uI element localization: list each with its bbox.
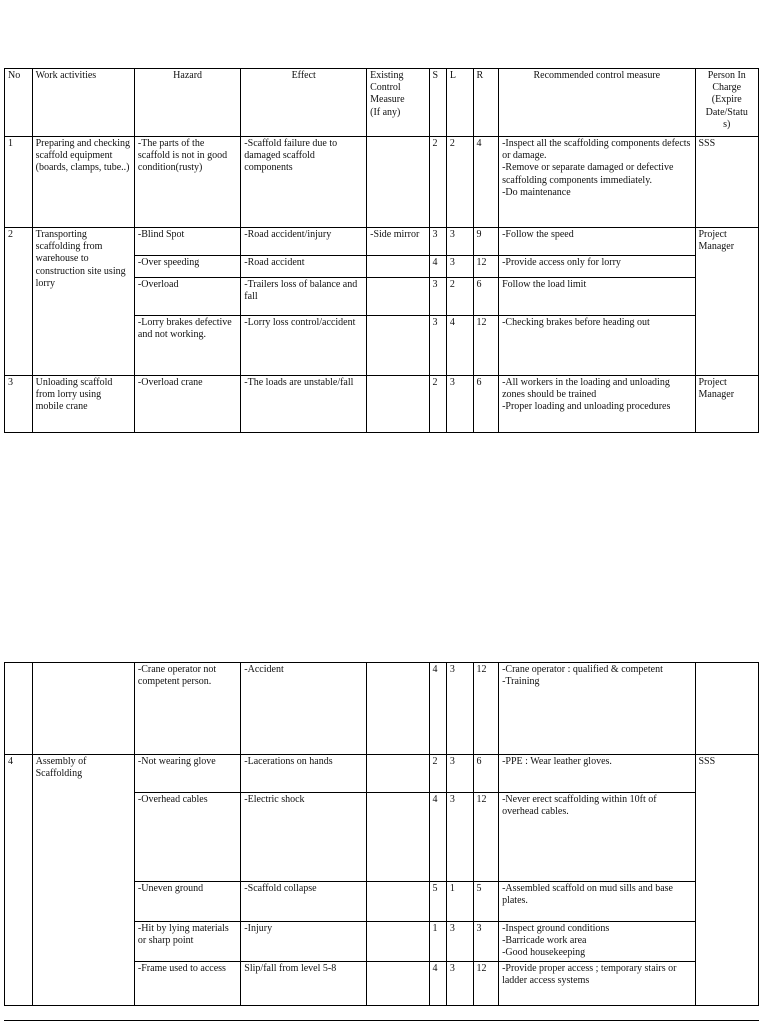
cell-likelihood: 3 [446,962,473,1006]
cell-no [5,663,33,755]
cell-effect: -Road accident [241,256,367,278]
cell-work-activity: Transporting scaffolding from warehouse to construction site using lorry [32,228,134,376]
header-severity: S [429,69,446,137]
cell-severity: 4 [429,962,446,1006]
cell-likelihood: 3 [446,755,473,793]
cell-risk: 12 [473,962,499,1006]
header-existing-control: Existing Control Measure (If any) [367,69,429,137]
cell-recommended-control: -Provide access only for lorry [499,256,695,278]
cell-existing-control [367,962,429,1006]
cell-existing-control: -Side mirror [367,228,429,256]
cell-likelihood: 3 [446,663,473,755]
cell-risk: 5 [473,882,499,922]
header-work-activities: Work activities [32,69,134,137]
cell-recommended-control: Follow the load limit [499,278,695,316]
cell-severity: 5 [429,882,446,922]
cell-severity: 2 [429,376,446,433]
cell-risk: 12 [473,316,499,376]
cell-severity: 4 [429,663,446,755]
cell-no: 3 [5,376,33,433]
table-row [5,137,759,228]
cell-person-in-charge: SSS [695,137,759,228]
cell-recommended-control: -Assembled scaffold on mud sills and base plates. [499,882,695,922]
cell-recommended-control: -Provide proper access ; temporary stairs or ladder access systems [499,962,695,1006]
cell-recommended-control: -Inspect all the scaffolding components defects or damage. -Remove or separate damaged or defective scaffolding components immediately. -Do maintenance [499,137,695,228]
header-no: No [5,69,33,137]
cell-person-in-charge [695,663,759,755]
cell-likelihood: 3 [446,793,473,882]
cell-no: 4 [5,755,33,1006]
cell-effect: -The loads are unstable/fall [241,376,367,433]
cell-effect: -Trailers loss of balance and fall [241,278,367,316]
cell-hazard: -Crane operator not competent person. [134,663,240,755]
cell-hazard: -Uneven ground [134,882,240,922]
cell-severity: 3 [429,278,446,316]
cell-work-activity: Preparing and checking scaffold equipment (boards, clamps, tube..) [32,137,134,228]
table-row [5,663,759,755]
cell-likelihood: 4 [446,316,473,376]
cell-likelihood: 3 [446,228,473,256]
cell-existing-control [367,137,429,228]
header-risk: R [473,69,499,137]
cell-recommended-control: -Never erect scaffolding within 10ft of overhead cables. [499,793,695,882]
cell-likelihood: 1 [446,882,473,922]
cell-recommended-control: -Inspect ground conditions -Barricade work area -Good housekeeping [499,922,695,962]
cell-risk: 3 [473,922,499,962]
cell-hazard: -Overhead cables [134,793,240,882]
cell-existing-control [367,278,429,316]
risk-assessment-table [4,68,759,433]
cell-severity: 4 [429,256,446,278]
cell-person-in-charge: Project Manager [695,376,759,433]
cell-likelihood: 2 [446,137,473,228]
cell-likelihood: 2 [446,278,473,316]
cell-effect: -Electric shock [241,793,367,882]
table-row [5,755,759,793]
cell-hazard: -Overload [134,278,240,316]
cell-hazard: -Over speeding [134,256,240,278]
header-likelihood: L [446,69,473,137]
cell-work-activity: Unloading scaffold from lorry using mobile crane [32,376,134,433]
cell-severity: 3 [429,228,446,256]
cell-effect: -Lorry loss control/accident [241,316,367,376]
cell-no: 2 [5,228,33,376]
cell-existing-control [367,755,429,793]
cell-hazard: -Overload crane [134,376,240,433]
header-recommended-control: Recommended control measure [499,69,695,137]
cell-effect: -Accident [241,663,367,755]
cell-effect: -Injury [241,922,367,962]
cell-existing-control [367,256,429,278]
cell-risk: 12 [473,663,499,755]
cell-effect: -Road accident/injury [241,228,367,256]
cell-severity: 2 [429,755,446,793]
truncated-next-row [4,1020,759,1031]
cell-existing-control [367,882,429,922]
cell-recommended-control: -PPE : Wear leather gloves. [499,755,695,793]
cell-existing-control [367,663,429,755]
cell-likelihood: 3 [446,922,473,962]
cell-hazard: -Hit by lying materials or sharp point [134,922,240,962]
cell-hazard: -Lorry brakes defective and not working. [134,316,240,376]
cell-severity: 2 [429,137,446,228]
cell-recommended-control: -Checking brakes before heading out [499,316,695,376]
cell-recommended-control: -All workers in the loading and unloading zones should be trained -Proper loading and unloading procedures [499,376,695,433]
cell-risk: 6 [473,376,499,433]
cell-hazard: -Not wearing glove [134,755,240,793]
cell-hazard: -Frame used to access [134,962,240,1006]
cell-existing-control [367,793,429,882]
cell-risk: 12 [473,793,499,882]
cell-no: 1 [5,137,33,228]
cell-effect: -Scaffold collapse [241,882,367,922]
cell-existing-control [367,922,429,962]
table-row [5,228,759,256]
cell-risk: 6 [473,278,499,316]
header-hazard: Hazard [134,69,240,137]
cell-risk: 9 [473,228,499,256]
cell-existing-control [367,316,429,376]
header-person-in-charge: Person In Charge (Expire Date/Statu s) [695,69,759,137]
table-row [5,376,759,433]
cell-hazard: -Blind Spot [134,228,240,256]
cell-work-activity [32,663,134,755]
cell-work-activity: Assembly of Scaffolding [32,755,134,1006]
cell-effect: -Lacerations on hands [241,755,367,793]
risk-assessment-table-continued [4,662,759,1006]
cell-existing-control [367,376,429,433]
cell-risk: 4 [473,137,499,228]
cell-effect: Slip/fall from level 5-8 [241,962,367,1006]
cell-severity: 1 [429,922,446,962]
cell-recommended-control: -Crane operator : qualified & competent -Training [499,663,695,755]
cell-severity: 4 [429,793,446,882]
cell-risk: 12 [473,256,499,278]
header-row [5,69,759,137]
cell-likelihood: 3 [446,256,473,278]
header-effect: Effect [241,69,367,137]
cell-hazard: -The parts of the scaffold is not in good condition(rusty) [134,137,240,228]
cell-effect: -Scaffold failure due to damaged scaffold components [241,137,367,228]
cell-person-in-charge: SSS [695,755,759,1006]
cell-risk: 6 [473,755,499,793]
cell-person-in-charge: Project Manager [695,228,759,376]
cell-likelihood: 3 [446,376,473,433]
cell-recommended-control: -Follow the speed [499,228,695,256]
cell-severity: 3 [429,316,446,376]
